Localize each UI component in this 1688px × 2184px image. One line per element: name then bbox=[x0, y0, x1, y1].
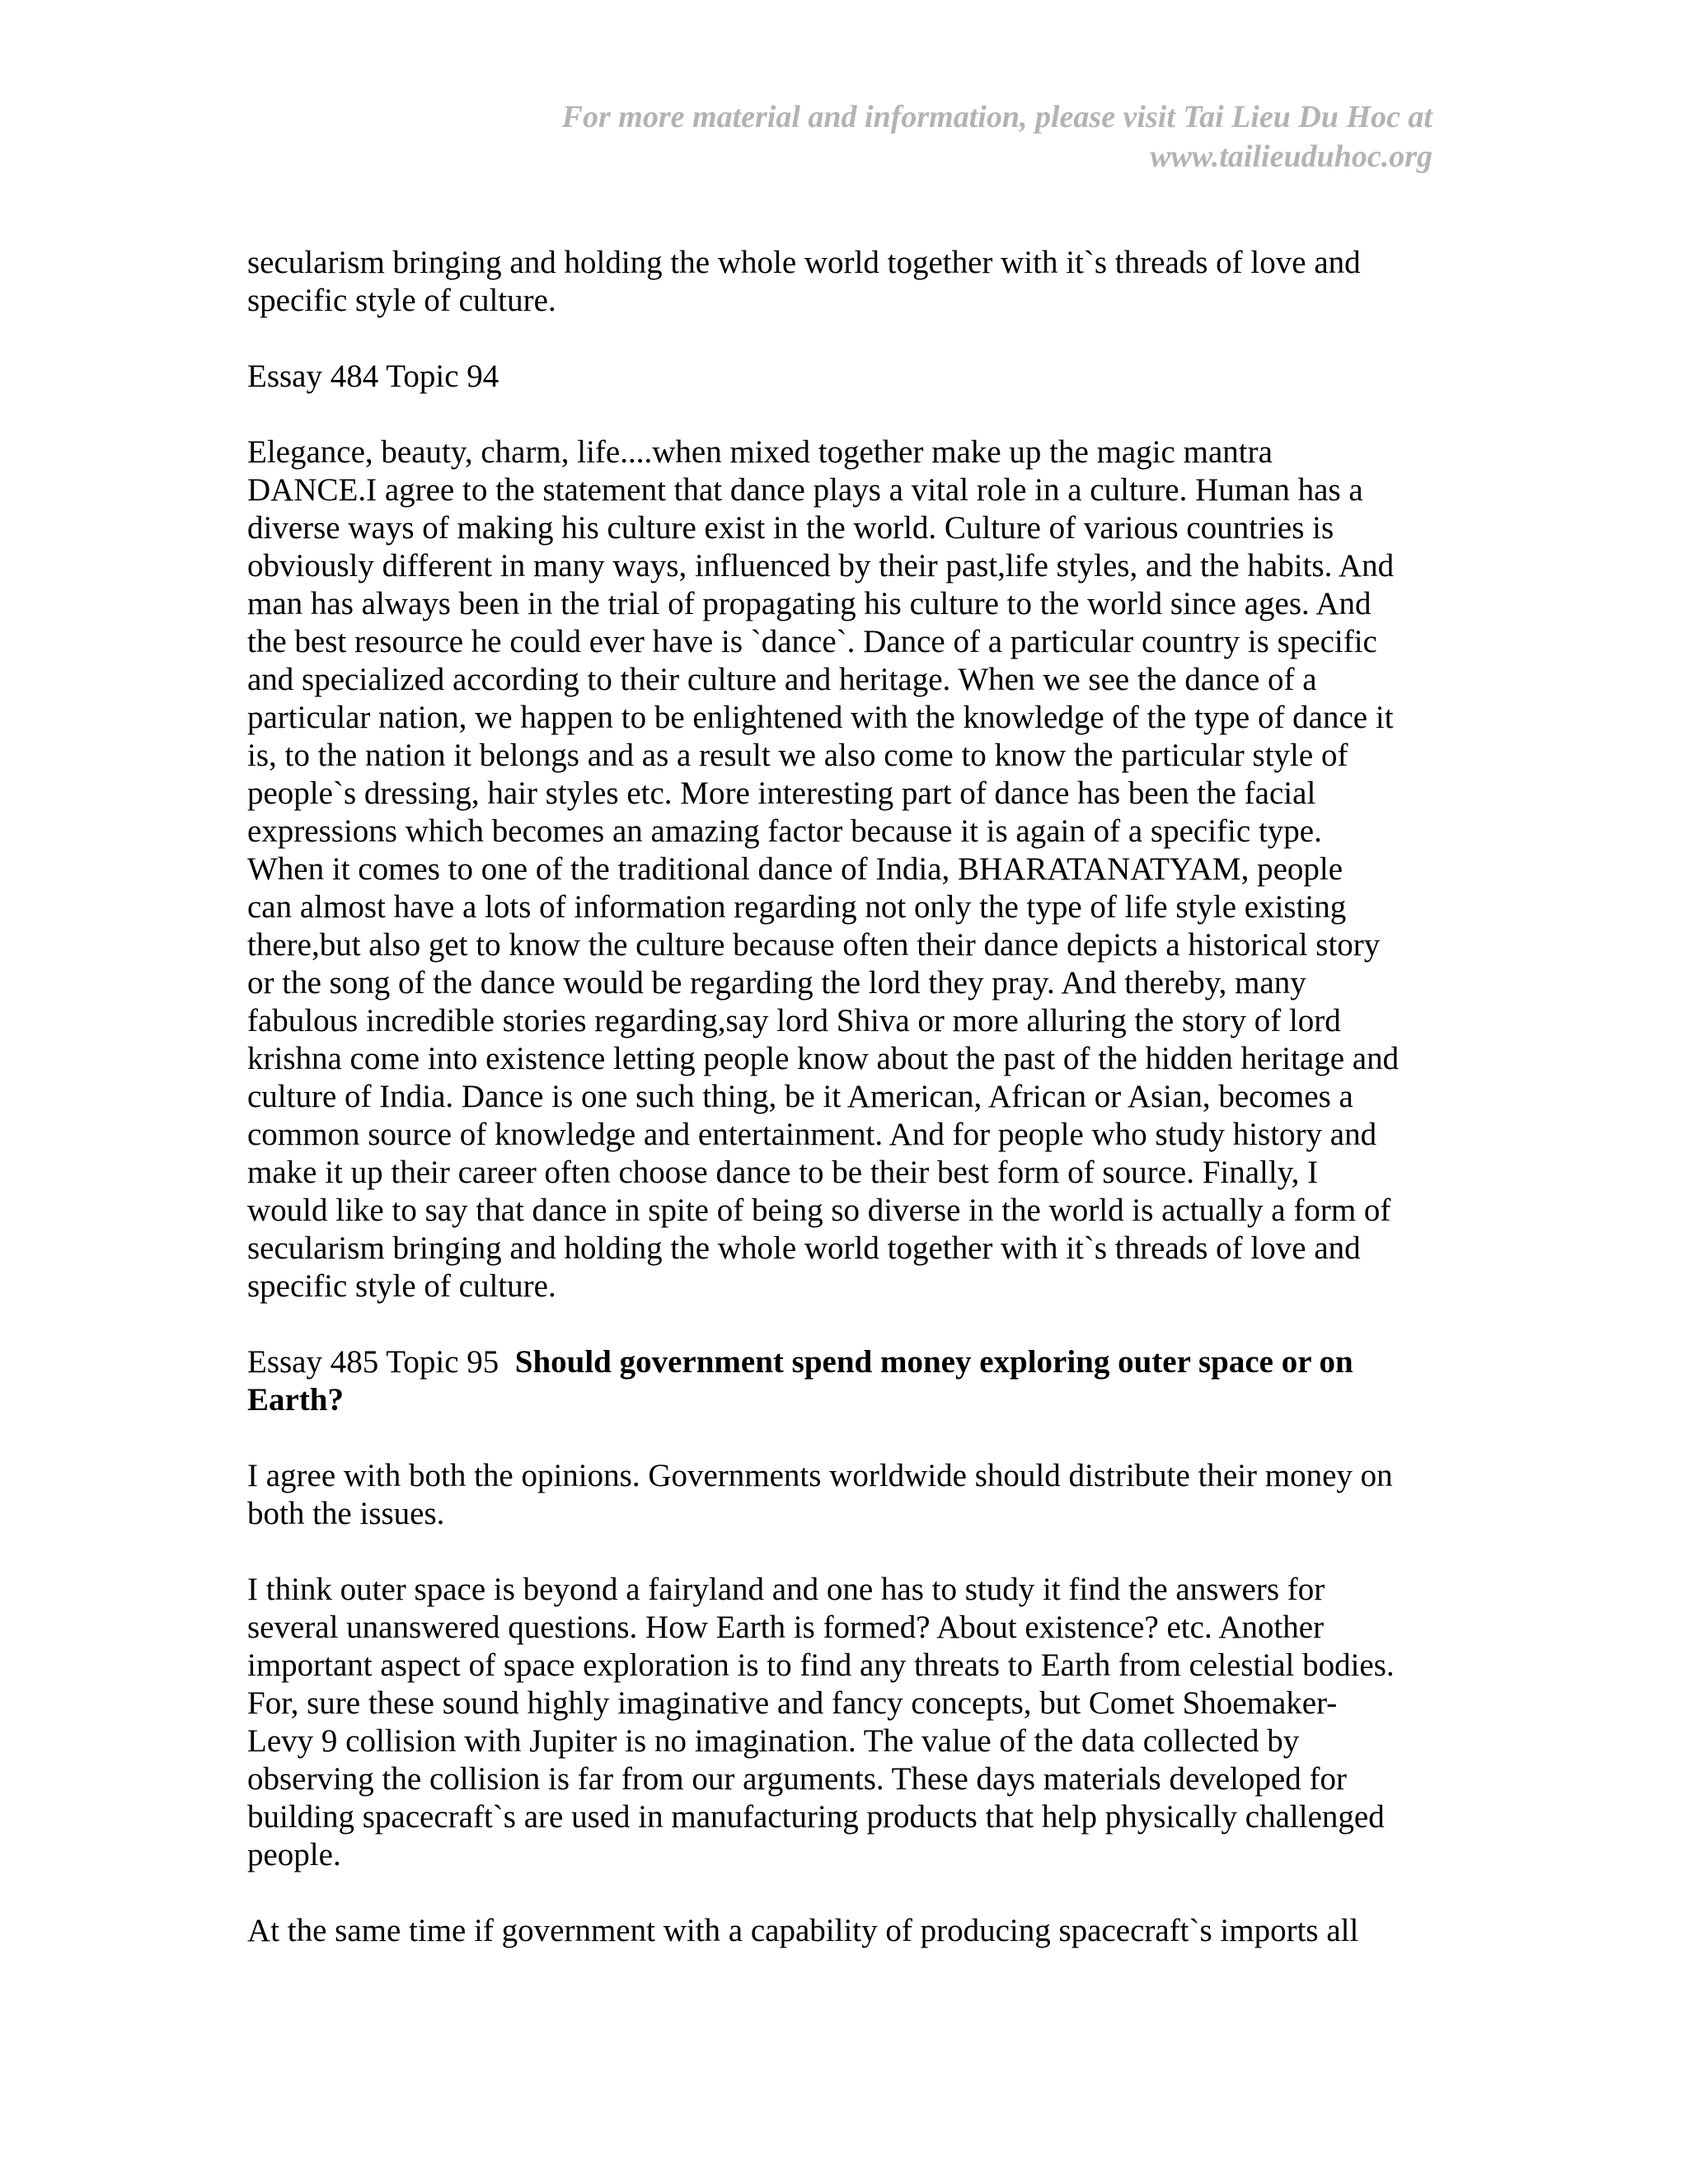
essay-title: Should government spend money exploring outer space or on bbox=[514, 1344, 1353, 1380]
text-line: make it up their career often choose dance to be their best form of source. Finally, I bbox=[247, 1155, 1319, 1190]
essay-485-paragraph-1 bbox=[247, 1457, 1442, 1533]
text-line: specific style of culture. bbox=[247, 283, 556, 318]
essay-485-paragraph-2 bbox=[247, 1571, 1442, 1874]
text-line: observing the collision is far from our arguments. These days materials developed for bbox=[247, 1761, 1347, 1797]
text-line: DANCE.I agree to the statement that dance plays a vital role in a culture. Human has a bbox=[247, 472, 1363, 508]
essay-label: Essay 484 Topic 94 bbox=[247, 359, 499, 394]
text-line: diverse ways of making his culture exist in the world. Culture of various countries is bbox=[247, 510, 1334, 546]
header-line-1: For more material and information, please visit Tai Lieu Du Hoc at bbox=[561, 100, 1432, 134]
text-line: is, to the nation it belongs and as a result we also come to know the particular style of bbox=[247, 738, 1348, 773]
header-url: www.tailieuduhoc.org bbox=[1150, 139, 1432, 174]
text-line: At the same time if government with a capability of producing spacecraft`s imports all bbox=[247, 1913, 1359, 1948]
text-line: particular nation, we happen to be enlightened with the knowledge of the type of dance it bbox=[247, 700, 1394, 735]
text-line: there,but also get to know the culture because often their dance depicts a historical story bbox=[247, 927, 1381, 963]
text-line: building spacecraft`s are used in manufacturing products that help physically challenged bbox=[247, 1799, 1385, 1835]
text-line: the best resource he could ever have is `dance`. Dance of a particular country is specific bbox=[247, 624, 1377, 659]
document-body bbox=[247, 244, 1442, 1988]
text-line: culture of India. Dance is one such thing, be it American, African or Asian, becomes a bbox=[247, 1079, 1353, 1114]
essay-label: Essay 485 Topic 95 bbox=[247, 1344, 499, 1380]
text-line: several unanswered questions. How Earth is formed? About existence? etc. Another bbox=[247, 1610, 1325, 1645]
text-line: and specialized according to their culture and heritage. When we see the dance of a bbox=[247, 662, 1317, 697]
text-line: important aspect of space exploration is to find any threats to Earth from celestial bodies. bbox=[247, 1647, 1395, 1683]
text-line: obviously different in many ways, influenced by their past,life styles, and the habits. And bbox=[247, 548, 1395, 583]
essay-484-paragraph bbox=[247, 434, 1442, 1305]
page-header bbox=[443, 97, 1432, 176]
text-line: can almost have a lots of information regarding not only the type of life style existing bbox=[247, 889, 1347, 925]
text-line: specific style of culture. bbox=[247, 1268, 556, 1304]
paragraph-continued bbox=[247, 244, 1442, 320]
essay-484-heading bbox=[247, 358, 1442, 396]
text-line: people`s dressing, hair styles etc. More interesting part of dance has been the facial bbox=[247, 776, 1316, 811]
text-line: I think outer space is beyond a fairyland and one has to study it find the answers for bbox=[247, 1572, 1325, 1607]
text-line: man has always been in the trial of propagating his culture to the world since ages. And bbox=[247, 586, 1372, 621]
text-line: For, sure these sound highly imaginative and fancy concepts, but Comet Shoemaker- bbox=[247, 1685, 1338, 1721]
essay-title-continued: Earth? bbox=[247, 1382, 344, 1418]
text-line: secularism bringing and holding the whole world together with it`s threads of love and bbox=[247, 1230, 1361, 1266]
essay-485-paragraph-3 bbox=[247, 1912, 1442, 1950]
text-line: fabulous incredible stories regarding,say lord Shiva or more alluring the story of lord bbox=[247, 1003, 1341, 1038]
text-line: I agree with both the opinions. Governments worldwide should distribute their money on bbox=[247, 1458, 1393, 1493]
text-line: Levy 9 collision with Jupiter is no imagination. The value of the data collected by bbox=[247, 1723, 1300, 1759]
text-line: When it comes to one of the traditional dance of India, BHARATANATYAM, people bbox=[247, 851, 1343, 887]
essay-heading-line bbox=[247, 1343, 1442, 1381]
text-line: Elegance, beauty, charm, life....when mixed together make up the magic mantra bbox=[247, 434, 1273, 470]
text-line: expressions which becomes an amazing factor because it is again of a specific type. bbox=[247, 813, 1322, 849]
text-line: krishna come into existence letting people know about the past of the hidden heritage and bbox=[247, 1041, 1400, 1076]
text-line: common source of knowledge and entertainment. And for people who study history and bbox=[247, 1117, 1377, 1152]
text-line: secularism bringing and holding the whole world together with it`s threads of love and bbox=[247, 245, 1361, 280]
text-line: people. bbox=[247, 1837, 341, 1872]
text-line: would like to say that dance in spite of being so diverse in the world is actually a form of bbox=[247, 1193, 1391, 1228]
text-line: both the issues. bbox=[247, 1496, 445, 1531]
text-line: or the song of the dance would be regarding the lord they pray. And thereby, many bbox=[247, 965, 1306, 1001]
essay-485-heading bbox=[247, 1343, 1442, 1419]
